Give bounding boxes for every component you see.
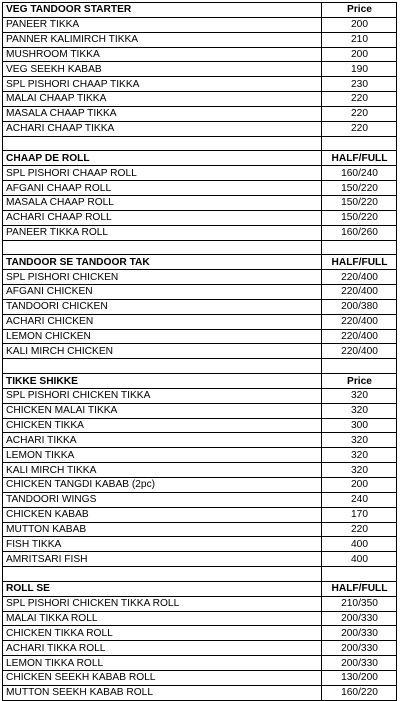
menu-item-row [3, 656, 397, 671]
spacer-cell [322, 359, 397, 374]
item-price: 240 [322, 492, 397, 507]
item-price: 200/380 [322, 299, 397, 314]
item-price: 320 [322, 388, 397, 403]
menu-item-row [3, 106, 397, 121]
item-price: 230 [322, 77, 397, 92]
item-name: LEMON TIKKA ROLL [3, 656, 322, 671]
item-name: PANEER TIKKA [3, 17, 322, 32]
menu-item-row [3, 210, 397, 225]
menu-item-row [3, 596, 397, 611]
item-price: 170 [322, 507, 397, 522]
item-name: SPL PISHORI CHICKEN [3, 270, 322, 285]
menu-item-row [3, 552, 397, 567]
section-header [3, 151, 397, 166]
menu-item-row [3, 195, 397, 210]
menu-item-row [3, 47, 397, 62]
price-column-label: Price [322, 374, 397, 389]
section-spacer [3, 136, 397, 151]
item-name: PANEER TIKKA ROLL [3, 225, 322, 240]
section-title: TANDOOR SE TANDOOR TAK [3, 255, 322, 270]
item-price: 200 [322, 478, 397, 493]
menu-item-row [3, 225, 397, 240]
item-name: MASALA CHAAP ROLL [3, 195, 322, 210]
menu-item-row [3, 611, 397, 626]
menu-item-row [3, 285, 397, 300]
item-price: 320 [322, 403, 397, 418]
section-spacer [3, 567, 397, 582]
menu-item-row [3, 17, 397, 32]
menu-item-row [3, 478, 397, 493]
item-name: SPL PISHORI CHAAP TIKKA [3, 77, 322, 92]
menu-item-row [3, 121, 397, 136]
item-price: 150/220 [322, 181, 397, 196]
item-price: 160/240 [322, 166, 397, 181]
item-price: 320 [322, 463, 397, 478]
spacer-cell [3, 567, 322, 582]
menu-item-row [3, 403, 397, 418]
item-name: CHICKEN SEEKH KABAB ROLL [3, 670, 322, 685]
item-name: MUSHROOM TIKKA [3, 47, 322, 62]
spacer-cell [3, 240, 322, 255]
menu-table [2, 2, 397, 701]
item-name: ACHARI CHICKEN [3, 314, 322, 329]
item-price: 150/220 [322, 195, 397, 210]
section-title: VEG TANDOOR STARTER [3, 3, 322, 18]
item-price: 200/330 [322, 656, 397, 671]
item-name: TANDOORI WINGS [3, 492, 322, 507]
item-price: 210/350 [322, 596, 397, 611]
menu-item-row [3, 492, 397, 507]
item-name: SPL PISHORI CHAAP ROLL [3, 166, 322, 181]
item-price: 220 [322, 106, 397, 121]
menu-item-row [3, 641, 397, 656]
item-name: TANDOORI CHICKEN [3, 299, 322, 314]
menu-item-row [3, 270, 397, 285]
spacer-cell [3, 359, 322, 374]
item-price: 150/220 [322, 210, 397, 225]
item-name: MALAI CHAAP TIKKA [3, 92, 322, 107]
menu-item-row [3, 344, 397, 359]
menu-item-row [3, 329, 397, 344]
menu-item-row [3, 166, 397, 181]
item-price: 320 [322, 433, 397, 448]
item-name: AMRITSARI FISH [3, 552, 322, 567]
menu-item-row [3, 537, 397, 552]
item-price: 160/260 [322, 225, 397, 240]
item-price: 400 [322, 552, 397, 567]
menu-item-row [3, 62, 397, 77]
item-name: SPL PISHORI CHICKEN TIKKA ROLL [3, 596, 322, 611]
item-name: MASALA CHAAP TIKKA [3, 106, 322, 121]
item-name: ACHARI TIKKA [3, 433, 322, 448]
item-name: CHICKEN TANGDI KABAB (2pc) [3, 478, 322, 493]
item-price: 200 [322, 47, 397, 62]
item-name: ACHARI CHAAP TIKKA [3, 121, 322, 136]
menu-item-row [3, 181, 397, 196]
menu-item-row [3, 418, 397, 433]
price-column-label: Price [322, 3, 397, 18]
spacer-cell [322, 240, 397, 255]
item-name: AFGANI CHAAP ROLL [3, 181, 322, 196]
item-price: 130/200 [322, 670, 397, 685]
spacer-cell [322, 567, 397, 582]
menu-item-row [3, 463, 397, 478]
item-price: 200 [322, 17, 397, 32]
item-price: 160/220 [322, 685, 397, 700]
section-header [3, 3, 397, 18]
item-name: MUTTON SEEKH KABAB ROLL [3, 685, 322, 700]
item-price: 300 [322, 418, 397, 433]
item-price: 220 [322, 121, 397, 136]
menu-item-row [3, 32, 397, 47]
item-name: ACHARI TIKKA ROLL [3, 641, 322, 656]
item-price: 190 [322, 62, 397, 77]
item-price: 220/400 [322, 285, 397, 300]
section-header [3, 255, 397, 270]
item-price: 400 [322, 537, 397, 552]
item-price: 220/400 [322, 270, 397, 285]
item-name: VEG SEEKH KABAB [3, 62, 322, 77]
item-name: CHICKEN TIKKA ROLL [3, 626, 322, 641]
price-column-label: HALF/FULL [322, 255, 397, 270]
item-price: 200/330 [322, 626, 397, 641]
item-price: 320 [322, 448, 397, 463]
item-name: AFGANI CHICKEN [3, 285, 322, 300]
spacer-cell [3, 136, 322, 151]
menu-item-row [3, 314, 397, 329]
item-name: ACHARI CHAAP ROLL [3, 210, 322, 225]
price-column-label: HALF/FULL [322, 581, 397, 596]
item-price: 220 [322, 92, 397, 107]
item-name: MALAI TIKKA ROLL [3, 611, 322, 626]
spacer-cell [322, 136, 397, 151]
item-name: KALI MIRCH CHICKEN [3, 344, 322, 359]
item-name: CHICKEN TIKKA [3, 418, 322, 433]
menu-item-row [3, 522, 397, 537]
menu-item-row [3, 685, 397, 700]
item-name: LEMON CHICKEN [3, 329, 322, 344]
section-title: ROLL SE [3, 581, 322, 596]
item-price: 220/400 [322, 314, 397, 329]
menu-item-row [3, 433, 397, 448]
section-header [3, 374, 397, 389]
item-name: CHICKEN MALAI TIKKA [3, 403, 322, 418]
menu-item-row [3, 626, 397, 641]
item-name: MUTTON KABAB [3, 522, 322, 537]
item-name: PANNER KALIMIRCH TIKKA [3, 32, 322, 47]
section-title: TIKKE SHIKKE [3, 374, 322, 389]
item-name: SPL PISHORI CHICKEN TIKKA [3, 388, 322, 403]
menu-item-row [3, 507, 397, 522]
item-price: 200/330 [322, 641, 397, 656]
item-name: KALI MIRCH TIKKA [3, 463, 322, 478]
menu-item-row [3, 448, 397, 463]
menu-item-row [3, 77, 397, 92]
menu-item-row [3, 388, 397, 403]
menu-item-row [3, 92, 397, 107]
section-spacer [3, 240, 397, 255]
item-price: 210 [322, 32, 397, 47]
section-title: CHAAP DE ROLL [3, 151, 322, 166]
section-spacer [3, 359, 397, 374]
item-name: CHICKEN KABAB [3, 507, 322, 522]
item-price: 220/400 [322, 329, 397, 344]
menu-item-row [3, 670, 397, 685]
section-header [3, 581, 397, 596]
menu-body [3, 3, 397, 701]
item-name: LEMON TIKKA [3, 448, 322, 463]
price-column-label: HALF/FULL [322, 151, 397, 166]
item-price: 200/330 [322, 611, 397, 626]
item-name: FISH TIKKA [3, 537, 322, 552]
item-price: 220 [322, 522, 397, 537]
menu-item-row [3, 299, 397, 314]
item-price: 220/400 [322, 344, 397, 359]
